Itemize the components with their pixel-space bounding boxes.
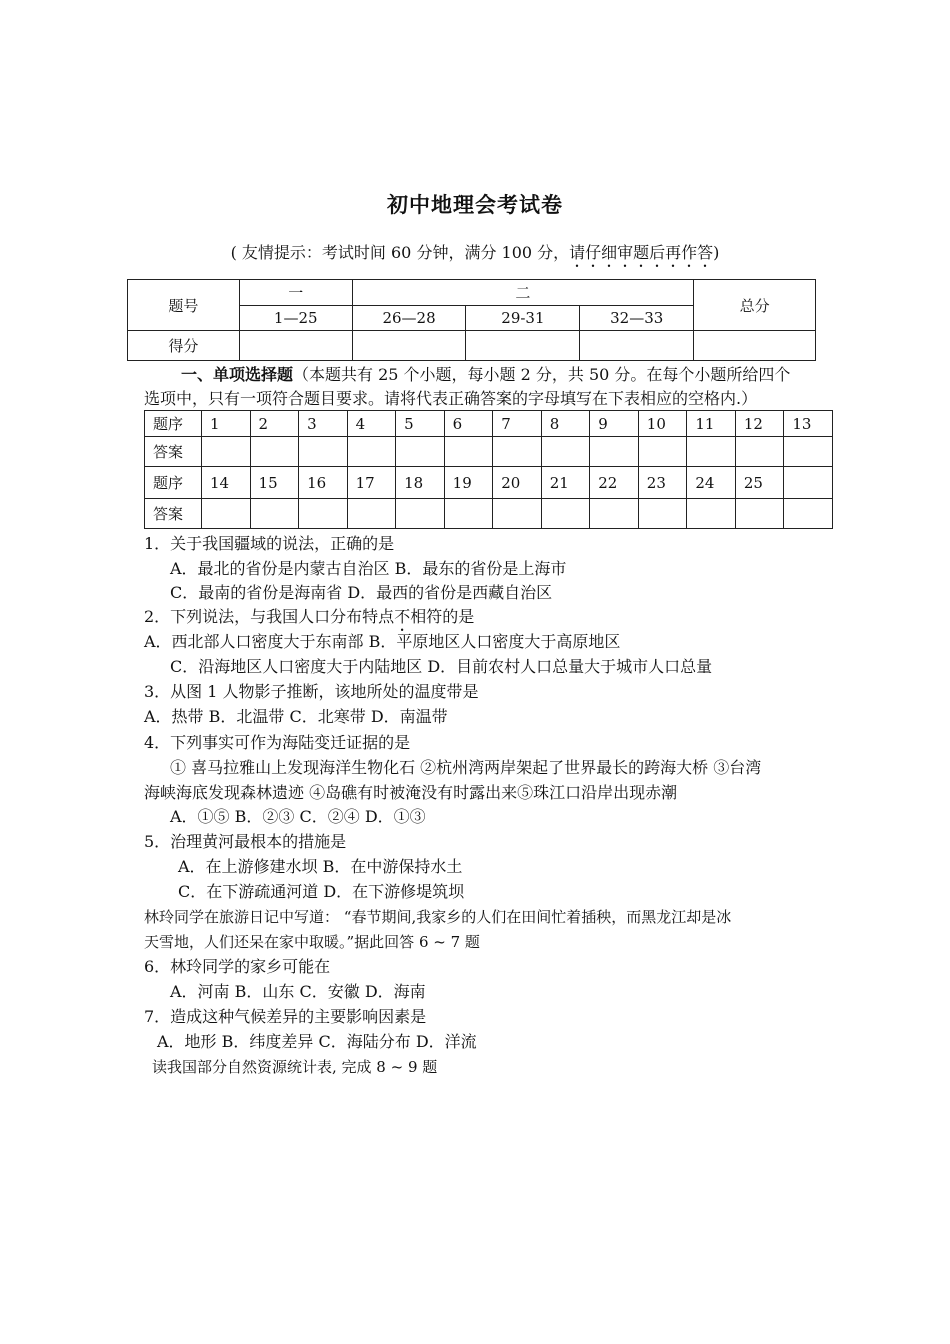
answer-number: 19 [444, 467, 493, 499]
section1-title: 一、单项选择题 [181, 365, 294, 384]
question-2-options-ab: A．西北部人口密度大于东南部 B．平原地区人口密度大于高原地区 [144, 632, 621, 651]
answer-number: 4 [347, 411, 396, 437]
answer-number: 13 [784, 411, 833, 437]
answer-number: 23 [638, 467, 687, 499]
answer-label-daan: 答案 [145, 437, 202, 467]
answer-cell[interactable] [784, 499, 833, 529]
question-1: 1．关于我国疆域的说法，正确的是 [144, 534, 395, 553]
passage-6-7-line1: 林玲同学在旅游日记中写道： “春节期间,我家乡的人们在田间忙着插秧，而黑龙江却是冰 [144, 908, 732, 926]
question-6-options: A．河南 B．山东 C．安徽 D．海南 [170, 982, 426, 1001]
question-4-options: A．①⑤ B．②③ C．②④ D．①③ [170, 807, 426, 826]
hint-emphasis: 请仔细审题后再作答 [569, 243, 714, 262]
exam-hint [0, 240, 950, 271]
answer-number: 17 [347, 467, 396, 499]
answer-cell[interactable] [687, 499, 736, 529]
question-2-text-end: 相符的是 [410, 607, 475, 626]
score-cell-range-3: 29-31 [466, 306, 580, 331]
question-7-options: A．地形 B．纬度差异 C．海陆分布 D．洋流 [157, 1032, 477, 1051]
answer-number: 11 [687, 411, 736, 437]
passage-6-7-line2: 天雪地，人们还呆在家中取暖。”据此回答 6 ~ 7 题 [144, 933, 480, 951]
question-5-options-cd: C．在下游疏通河道 D．在下游修堤筑坝 [178, 882, 465, 901]
answer-number: 5 [396, 411, 445, 437]
answer-number: 16 [299, 467, 348, 499]
answer-number: 18 [396, 467, 445, 499]
question-2-options-cd: C．沿海地区人口密度大于内陆地区 D．目前农村人口总量大于城市人口总量 [170, 657, 713, 676]
score-cell-tihao: 题号 [128, 280, 240, 331]
score-entry-2[interactable] [352, 331, 466, 361]
question-5-options-ab: A．在上游修建水坝 B．在中游保持水土 [178, 857, 463, 876]
answer-number: 22 [590, 467, 639, 499]
answer-number: 20 [493, 467, 542, 499]
question-1-options-ab: A．最北的省份是内蒙古自治区 B．最东的省份是上海市 [170, 559, 567, 578]
question-2-emphasis: 不 [394, 607, 411, 626]
answer-label-tixu: 题序 [145, 411, 202, 437]
question-4-statements-2: 海峡海底发现森林遗迹 ④岛礁有时被淹没有时露出来⑤珠江口沿岸出现赤潮 [144, 783, 678, 802]
score-entry-3[interactable] [466, 331, 580, 361]
score-table [127, 279, 816, 361]
answer-row-header-1 [145, 411, 833, 437]
score-cell-yi: 一 [239, 280, 352, 306]
answer-number: 3 [299, 411, 348, 437]
answer-number: 21 [541, 467, 590, 499]
answer-cell[interactable] [590, 499, 639, 529]
answer-number: 12 [735, 411, 784, 437]
answer-cell[interactable] [444, 437, 493, 467]
answer-number: 7 [493, 411, 542, 437]
answer-cell[interactable] [638, 499, 687, 529]
answer-number: 8 [541, 411, 590, 437]
passage-8-9: 读我国部分自然资源统计表, 完成 8 ~ 9 题 [152, 1058, 438, 1076]
answer-cell[interactable] [735, 437, 784, 467]
score-entry-1[interactable] [239, 331, 352, 361]
answer-cell[interactable] [784, 437, 833, 467]
score-cell-range-1: 1—25 [239, 306, 352, 331]
question-3-options: A．热带 B．北温带 C．北寒带 D．南温带 [144, 707, 448, 726]
answer-number [784, 467, 833, 499]
answer-cell[interactable] [493, 437, 542, 467]
answer-number: 25 [735, 467, 784, 499]
hint-post: ) [713, 243, 720, 262]
answer-cell[interactable] [299, 499, 348, 529]
answer-number: 6 [444, 411, 493, 437]
score-entry-4[interactable] [580, 331, 694, 361]
answer-cell[interactable] [493, 499, 542, 529]
question-6: 6．林玲同学的家乡可能在 [144, 957, 331, 976]
question-1-options-cd: C．最南的省份是海南省 D．最西的省份是西藏自治区 [170, 583, 553, 602]
section1-desc: （本题共有 25 个小题，每小题 2 分，共 50 分。在每个小题所给四个 [293, 365, 791, 384]
answer-cell[interactable] [541, 437, 590, 467]
answer-number: 10 [638, 411, 687, 437]
answer-cell[interactable] [250, 437, 299, 467]
answer-row-header-2 [145, 467, 833, 499]
answer-number: 24 [687, 467, 736, 499]
hint-pre: ( 友情提示：考试时间 60 分钟，满分 100 分， [230, 243, 570, 262]
answer-table [144, 410, 833, 529]
answer-cell[interactable] [638, 437, 687, 467]
answer-row-2 [145, 499, 833, 529]
question-3: 3．从图 1 人物影子推断，该地所处的温度带是 [144, 682, 479, 701]
answer-label-tixu: 题序 [145, 467, 202, 499]
answer-number: 2 [250, 411, 299, 437]
question-5: 5．治理黄河最根本的措施是 [144, 832, 347, 851]
answer-row-1 [145, 437, 833, 467]
answer-cell[interactable] [687, 437, 736, 467]
score-cell-range-2: 26—28 [352, 306, 466, 331]
exam-title: 初中地理会考试卷 [387, 192, 563, 217]
answer-cell[interactable] [299, 437, 348, 467]
question-4: 4．下列事实可作为海陆变迁证据的是 [144, 733, 411, 752]
answer-cell[interactable] [444, 499, 493, 529]
score-cell-defen: 得分 [128, 331, 240, 361]
answer-cell[interactable] [541, 499, 590, 529]
question-2-text: 2．下列说法，与我国人口分布特点 [144, 607, 395, 626]
answer-cell[interactable] [347, 437, 396, 467]
score-cell-er: 二 [352, 280, 694, 306]
answer-number: 15 [250, 467, 299, 499]
score-entry-total[interactable] [694, 331, 816, 361]
answer-label-daan: 答案 [145, 499, 202, 529]
answer-number: 1 [202, 411, 251, 437]
question-4-statements-1: ① 喜马拉雅山上发现海洋生物化石 ②杭州湾两岸架起了世界最长的跨海大桥 ③台湾 [170, 758, 762, 777]
answer-cell[interactable] [735, 499, 784, 529]
score-cell-range-4: 32—33 [580, 306, 694, 331]
section1-desc-line2: 选项中，只有一项符合题目要求。请将代表正确答案的字母填写在下表相应的空格内.） [144, 389, 758, 408]
answer-cell[interactable] [250, 499, 299, 529]
answer-cell[interactable] [396, 499, 445, 529]
answer-cell[interactable] [396, 437, 445, 467]
answer-number: 9 [590, 411, 639, 437]
score-cell-zongfen: 总分 [694, 280, 816, 331]
answer-cell[interactable] [347, 499, 396, 529]
answer-number: 14 [202, 467, 251, 499]
answer-cell[interactable] [590, 437, 639, 467]
question-7: 7．造成这种气候差异的主要影响因素是 [144, 1007, 427, 1026]
answer-cell[interactable] [202, 437, 251, 467]
section1-heading [181, 364, 790, 386]
answer-cell[interactable] [202, 499, 251, 529]
